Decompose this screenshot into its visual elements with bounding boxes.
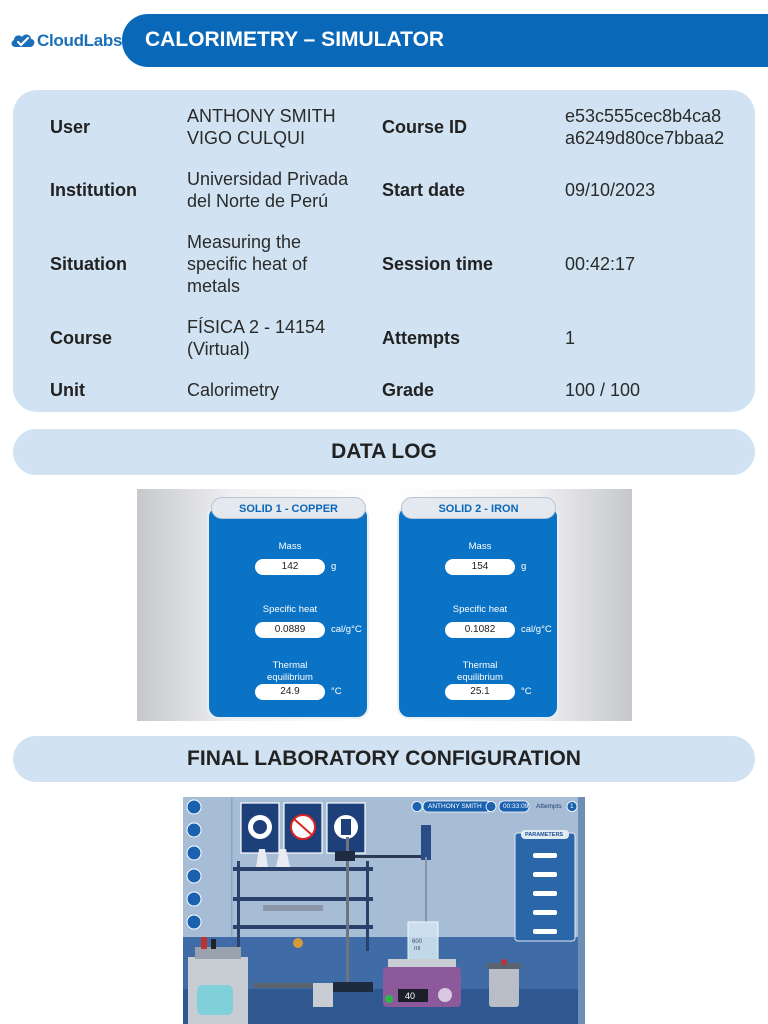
course-id-label: Course ID (382, 117, 468, 137)
equilibrium-label-line: equilibrium (457, 672, 503, 683)
calculator-icon[interactable] (187, 915, 201, 929)
book-icon[interactable] (187, 892, 201, 906)
course-id-line: e53c555cec8b4ca8 (565, 106, 722, 126)
equilibrium-value: 24.9 (255, 684, 325, 700)
start-date-label: Start date (382, 180, 466, 200)
equilibrium-label-line: Thermal (272, 660, 308, 671)
page-title: CALORIMETRY – SIMULATOR (145, 28, 445, 51)
title-bar (122, 14, 768, 67)
beaker-label-line1: 600 (412, 939, 423, 945)
lab-screenshot (183, 797, 585, 1024)
parameters-title: PARAMETERS (525, 832, 564, 838)
hotplate-display: 40 (405, 991, 416, 1001)
lab-user-chip: ANTHONY SMITH (428, 803, 482, 810)
institution-line: Universidad Privada (187, 169, 349, 189)
specific-heat-value: 0.1082 (445, 622, 515, 638)
info-icon[interactable] (187, 800, 201, 814)
lab-attempts-value: 1 (570, 803, 574, 810)
data-log-heading: DATA LOG (13, 429, 755, 475)
course-value (187, 316, 325, 360)
clock-icon (486, 802, 496, 812)
mass-unit: g (521, 561, 527, 572)
solid-1-panel (207, 505, 369, 719)
course-line: (Virtual) (187, 339, 250, 359)
equilibrium-unit: °C (521, 686, 532, 697)
unit-label: Unit (50, 380, 85, 400)
power-button-icon[interactable] (385, 995, 393, 1003)
data-log-image (137, 489, 632, 721)
beaker-label-line2: ml (414, 946, 421, 952)
session-info-card (13, 90, 755, 412)
mass-label: Mass (278, 541, 302, 552)
unit-value: Calorimetry (187, 380, 280, 400)
hot-plate (383, 959, 461, 1007)
parameters-panel (515, 830, 575, 941)
specific-heat-value: 0.0889 (255, 622, 325, 638)
situation-line: Measuring the (187, 232, 302, 252)
equilibrium-label-line: equilibrium (267, 672, 313, 683)
final-config-heading: FINAL LABORATORY CONFIGURATION (13, 736, 755, 782)
user-label: User (50, 117, 91, 137)
cloud-icon (10, 31, 36, 51)
institution-label: Institution (50, 180, 137, 200)
user-value (187, 105, 336, 149)
mass-unit: g (331, 561, 337, 572)
logo-text: CloudLabs (37, 31, 123, 50)
course-id-line: a6249d80ce7bbaa2 (565, 128, 725, 148)
help-icon[interactable] (187, 869, 201, 883)
lab-attempts-label: Attempts (536, 803, 562, 810)
institution-value (187, 168, 348, 212)
specific-heat-label: Specific heat (452, 604, 508, 615)
course-line: FÍSICA 2 - 14154 (187, 317, 326, 337)
specific-heat-label: Specific heat (262, 604, 318, 615)
solid-2-tab: SOLID 2 - IRON (401, 497, 556, 519)
mass-label: Mass (468, 541, 492, 552)
institution-line: del Norte de Perú (187, 191, 329, 211)
user-value-line: VIGO CULQUI (187, 128, 306, 148)
solid-1-tab: SOLID 1 - COPPER (211, 497, 366, 519)
attempts-label: Attempts (382, 328, 461, 348)
grade-label: Grade (382, 380, 435, 400)
grade-value: 100 / 100 (565, 380, 641, 400)
session-time-value: 00:42:17 (565, 254, 636, 274)
cloudlabs-logo (10, 28, 122, 54)
equilibrium-label (209, 660, 371, 684)
equilibrium-unit: °C (331, 686, 342, 697)
course-label: Course (50, 328, 113, 348)
beaker (408, 922, 438, 960)
solid-2-panel (397, 505, 559, 719)
mass-value: 142 (255, 559, 325, 575)
lab-timer: 00:33:09 (503, 803, 529, 810)
situation-value (187, 231, 307, 297)
mass-value: 154 (445, 559, 515, 575)
situation-label: Situation (50, 254, 127, 274)
course-id-value (565, 105, 724, 149)
equilibrium-value: 25.1 (445, 684, 515, 700)
equilibrium-label-line: Thermal (462, 660, 498, 671)
edit-icon[interactable] (187, 823, 201, 837)
attempts-value: 1 (565, 328, 576, 348)
user-icon (412, 802, 422, 812)
calorimeter (487, 959, 521, 1007)
user-value-line: ANTHONY SMITH (187, 106, 336, 126)
trash-icon[interactable] (187, 846, 201, 860)
start-date-value: 09/10/2023 (565, 180, 656, 200)
session-time-label: Session time (382, 254, 494, 274)
equilibrium-label (399, 660, 561, 684)
situation-line: specific heat of (187, 254, 308, 274)
specific-heat-unit: cal/g°C (331, 624, 362, 635)
situation-line: metals (187, 276, 241, 296)
specific-heat-unit: cal/g°C (521, 624, 552, 635)
